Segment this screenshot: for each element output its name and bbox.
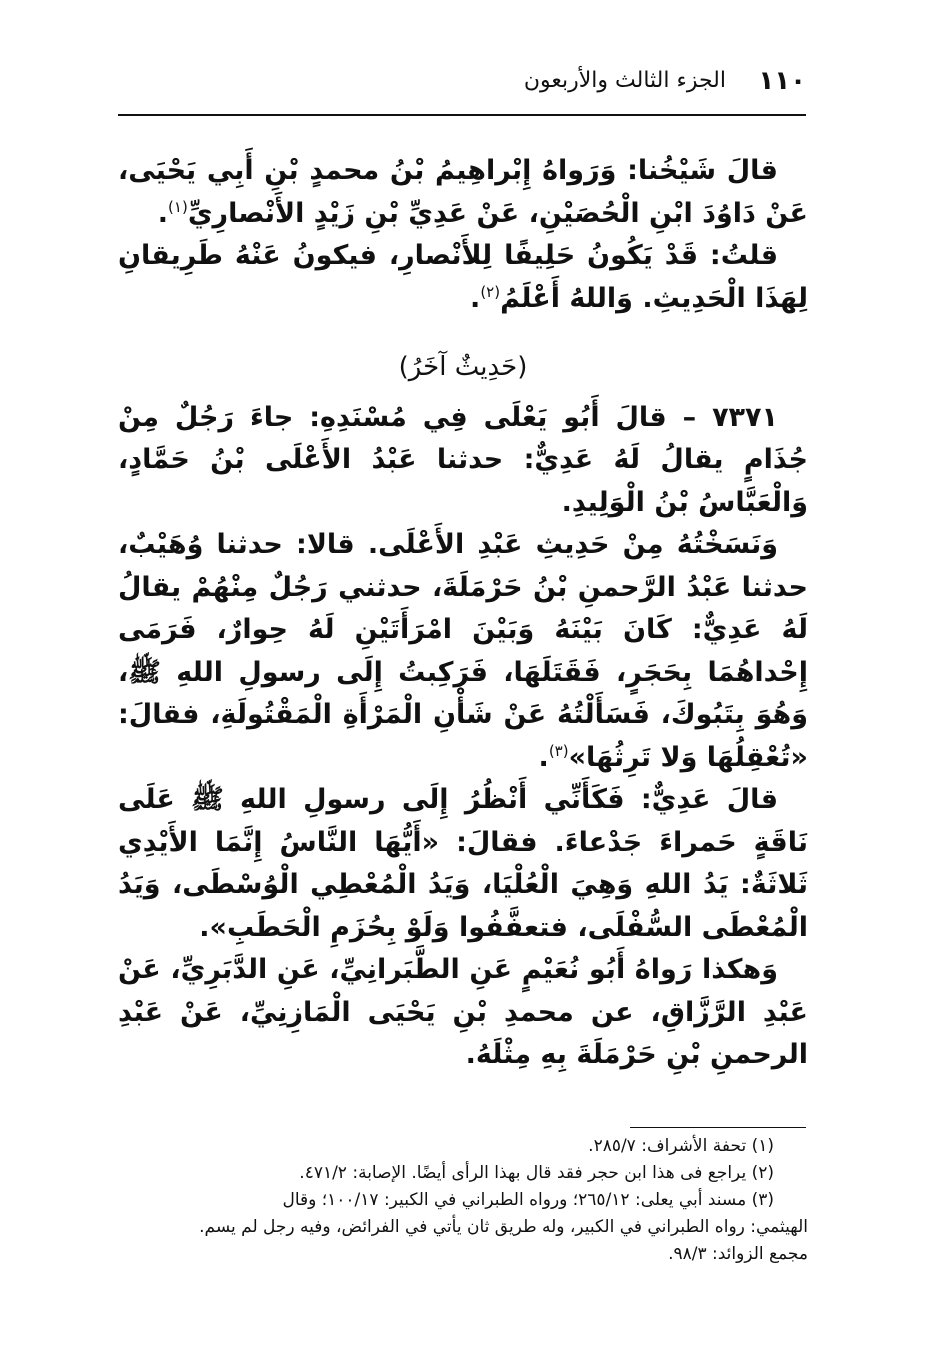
footnote-2: (٢) يراجع فى هذا ابن حجر فقد قال بهذا الرأى أيضًا. الإصابة: ٤٧١/٢. — [299, 1163, 774, 1183]
paragraph-1-text: قالَ شَيْخُنا: وَرَواهُ إِبْراهِيمُ بْنُ محمدٍ بْنِ أَبِي يَحْيَى، عَنْ دَاوُدَ ابْنِ الْحُصَيْنِ، عَنْ عَدِيِّ بْنِ زَيْدٍ الأَنْصارِيِّ — [118, 155, 808, 229]
paragraph-6: وَهكذا رَواهُ أَبُو نُعَيْمٍ عَنِ الطَّبَرانِيِّ، عَنِ الدَّبَرِيِّ، عَنْ عَبْدِ الرَّزَّاقِ، عن محمدِ بْنِ يَحْيَى الْمَازِنِيِّ، عَنْ عَبْدِ الرحمنِ بْنِ حَرْمَلَةَ بِهِ مِثْلَهُ. — [118, 954, 808, 1070]
running-title: الجزء الثالث والأربعون — [523, 68, 726, 93]
header-rule — [118, 114, 806, 116]
footnote-rule — [630, 1127, 806, 1128]
footnote-ref-3: (٣) — [548, 741, 569, 760]
paragraph-2 — [118, 235, 808, 320]
paragraph-4-end: . — [538, 741, 549, 773]
running-header — [118, 62, 806, 102]
paragraph-2-text: قلتُ: قَدْ يَكُونُ حَلِيفًا لِلأَنْصارِ، فيكونُ عَنْهُ طَرِيقانِ لِهَذَا الْحَدِيثِ. وَاللهُ أَعْلَمُ — [118, 240, 808, 314]
main-text — [118, 150, 808, 1077]
paragraph-4 — [118, 524, 808, 779]
page-number: ١١٠ — [758, 66, 806, 96]
paragraph-2-end: . — [470, 282, 481, 314]
paragraph-4-text: وَنَسَخْتُهُ مِنْ حَدِيثِ عَبْدِ الأَعْلَى. قالا: حدثنا وُهَيْبٌ، حدثنا عَبْدُ الرَّحمنِ بْنُ حَرْمَلَةَ، حدثني رَجُلٌ مِنْهُمْ يقالُ لَهُ عَدِيٌّ: كَانَ بَيْنَهُ وَبَيْنَ امْرَأَتَيْنِ لَهُ حِوارٌ، فَرَمَى إِحْداهُمَا بِحَجَرٍ، فَقَتَلَهَا، فَرَكِبتُ إِلَى رسولِ اللهِ ﷺ، وَهُوَ بِتَبُوكَ، فَسَأَلْتُهُ عَنْ شَأْنِ الْمَرْأَةِ الْمَقْتُولَةِ، فقالَ: «تُعْقِلُهَا وَلا تَرِثُهَا» — [118, 529, 808, 773]
section-title: (حَدِيثٌ آخَرُ) — [398, 352, 528, 382]
paragraph-5: قالَ عَدِيٌّ: فَكَأَنِّي أَنْظُرُ إِلَى رسولِ اللهِ ﷺ عَلَى نَاقَةٍ حَمراءَ جَدْعاءَ. فقالَ: «أَيُّهَا النَّاسُ إِنَّمَا الأَيْدِي ثَلاثَةٌ: يَدُ اللهِ وَهِيَ الْعُلْيَا، وَيَدُ الْمُعْطِي الْوُسْطَى، وَيَدُ الْمُعْطَى السُّفْلَى، فتعفَّفُوا وَلَوْ بِحُزَمِ الْحَطَبِ». — [118, 784, 808, 943]
footnote-1: (١) تحفة الأشراف: ٢٨٥/٧. — [588, 1136, 774, 1156]
footnote-3: (٣) مسند أبي يعلى: ٢٦٥/١٢؛ ورواه الطبراني في الكبير: ١٠٠/١٧؛ وقال — [282, 1190, 774, 1210]
footnotes — [118, 1133, 808, 1268]
paragraph-1 — [118, 150, 808, 235]
paragraph-3: ٧٣٧١ – قالَ أَبُو يَعْلَى فِي مُسْنَدِهِ: جاءَ رَجُلٌ مِنْ جُذَامٍ يقالُ لَهُ عَدِيٌّ: حدثنا عَبْدُ الأَعْلَى بْنُ حَمَّادٍ، وَالْعَبَّاسُ بْنُ الْوَلِيدِ. — [118, 401, 808, 518]
footnote-ref-1: (١) — [168, 197, 188, 216]
footnote-3-source: مجمع الزوائد: ٩٨/٣. — [668, 1244, 808, 1264]
footnote-ref-2: (٢) — [480, 282, 501, 301]
paragraph-1-end: . — [157, 197, 169, 229]
footnote-3-continued: الهيثمي: رواه الطبراني في الكبير، وله طريق ثان يأتي في الفرائض، وفيه رجل لم يسم. — [199, 1217, 808, 1237]
